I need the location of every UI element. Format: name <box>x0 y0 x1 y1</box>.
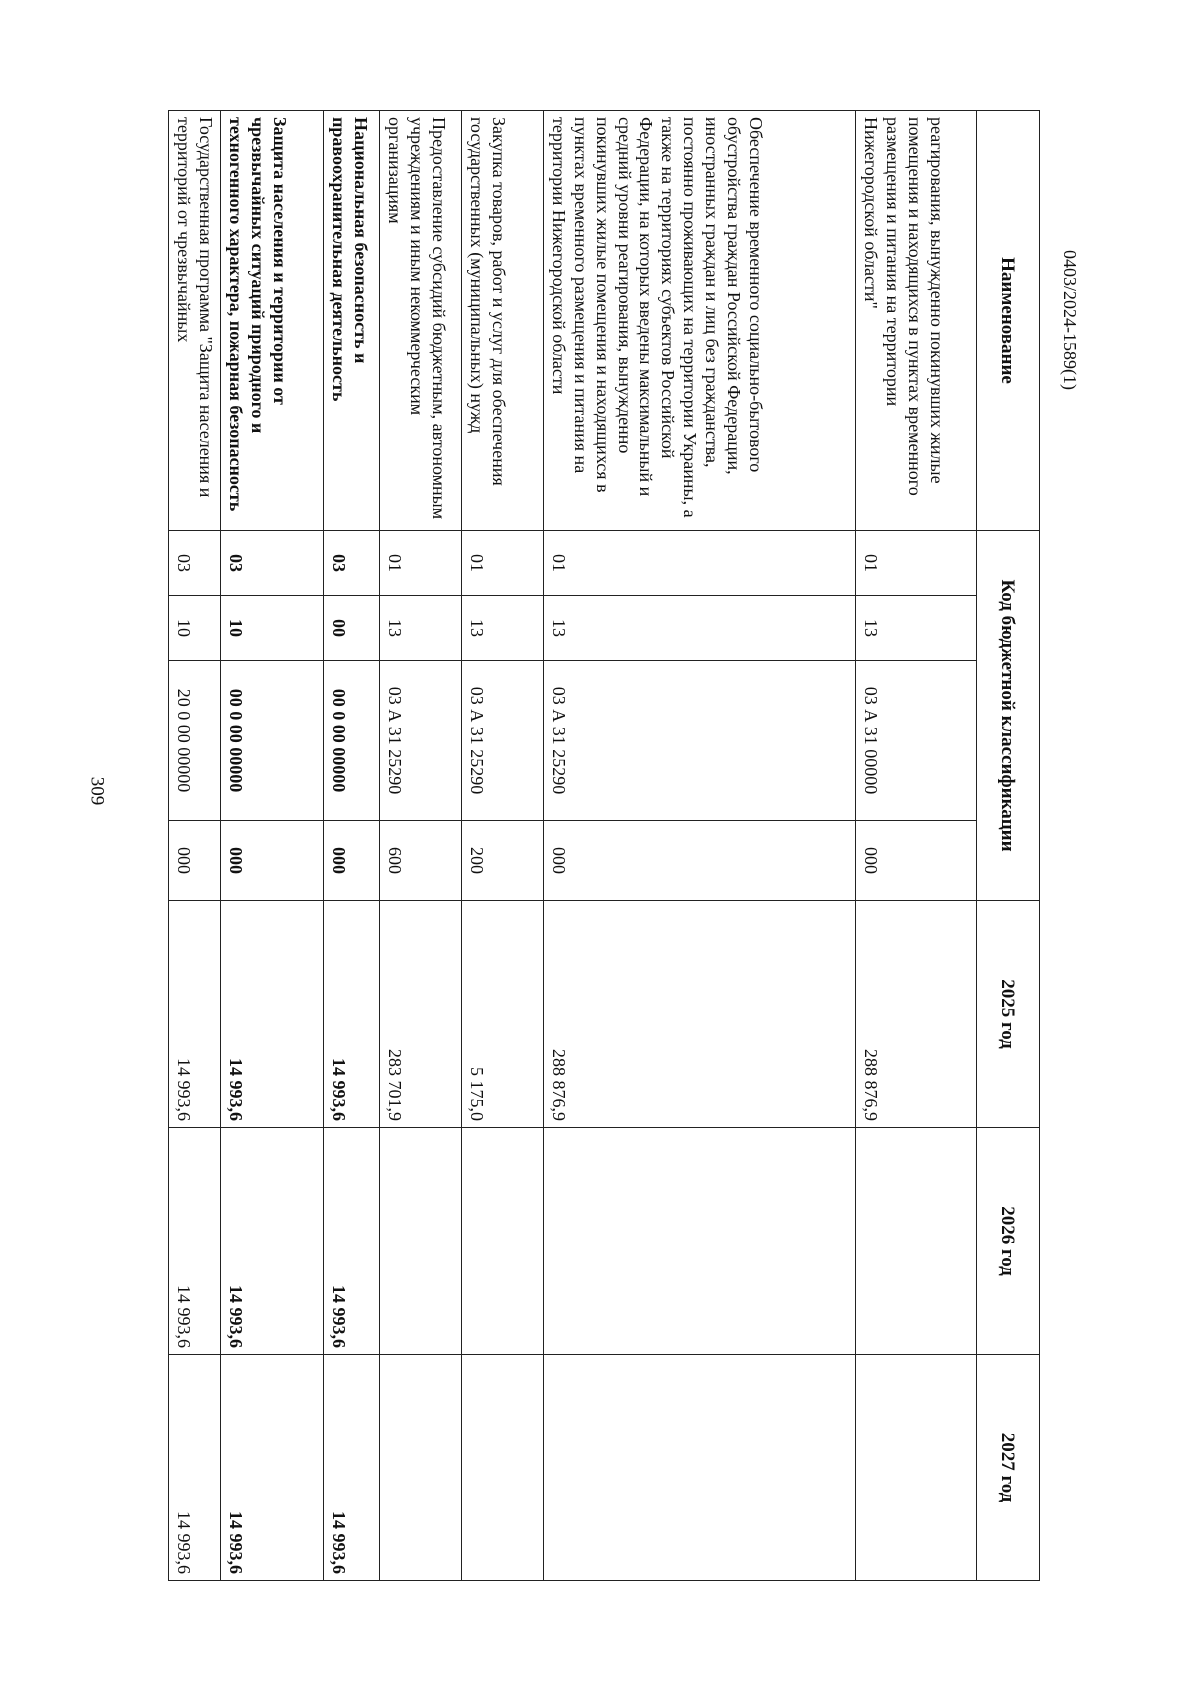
value-2026 <box>543 1128 855 1355</box>
code-expense: 600 <box>380 821 462 901</box>
code-target: 03 А 31 00000 <box>856 661 977 821</box>
value-2026: 14 993,6 <box>324 1128 380 1355</box>
table-row <box>169 111 221 1581</box>
code-expense: 000 <box>324 821 380 901</box>
value-2025: 283 701,9 <box>380 901 462 1128</box>
value-2026 <box>380 1128 462 1355</box>
header-code: Код бюджетной классификации <box>976 531 1039 901</box>
table-row <box>543 111 855 1581</box>
value-2027: 14 993,6 <box>169 1355 221 1581</box>
code-subsection: 13 <box>543 596 855 661</box>
code-expense: 000 <box>221 821 324 901</box>
code-section: 01 <box>543 531 855 596</box>
value-2026: 14 993,6 <box>221 1128 324 1355</box>
value-2027 <box>856 1355 977 1581</box>
table-row <box>462 111 544 1581</box>
code-target: 03 А 31 25290 <box>543 661 855 821</box>
code-expense: 000 <box>169 821 221 901</box>
code-subsection: 13 <box>380 596 462 661</box>
code-target: 03 А 31 25290 <box>462 661 544 821</box>
value-2027 <box>462 1355 544 1581</box>
code-section: 01 <box>462 531 544 596</box>
code-section: 01 <box>856 531 977 596</box>
code-target: 00 0 00 00000 <box>324 661 380 821</box>
table-row <box>856 111 977 1581</box>
rotated-table-container <box>168 110 1040 1580</box>
code-subsection: 10 <box>169 596 221 661</box>
code-expense: 200 <box>462 821 544 901</box>
budget-table <box>168 110 1040 1581</box>
code-subsection: 13 <box>462 596 544 661</box>
code-target: 20 0 00 00000 <box>169 661 221 821</box>
value-2026 <box>462 1128 544 1355</box>
row-name: Государственная программа "Защита населения и территорий от чрезвычайных <box>169 111 221 531</box>
page-number: 309 <box>86 776 108 806</box>
row-name: Обеспечение временного социально-бытового обустройства граждан Российской Федерации, иностранных граждан и лиц без гражданства, постоянно проживающих на территории Украины, а также на территориях субъектов Российской Федерации, на которых введены максимальный и средний уровни реагирования, вынужденно покинувших жилые помещения и находящихся в пунктах временного размещения и питания на территории Нижегородской области <box>543 111 855 531</box>
code-section: 03 <box>221 531 324 596</box>
row-name: Закупка товаров, работ и услуг для обеспечения государственных (муниципальных) нужд <box>462 111 544 531</box>
header-2026: 2026 год <box>976 1128 1039 1355</box>
code-expense: 000 <box>856 821 977 901</box>
table-row <box>324 111 380 1581</box>
value-2025: 14 993,6 <box>221 901 324 1128</box>
value-2025: 288 876,9 <box>856 901 977 1128</box>
value-2027: 14 993,6 <box>324 1355 380 1581</box>
code-subsection: 10 <box>221 596 324 661</box>
header-2025: 2025 год <box>976 901 1039 1128</box>
header-row <box>976 111 1039 1581</box>
code-section: 01 <box>380 531 462 596</box>
code-subsection: 00 <box>324 596 380 661</box>
row-name: реагирования, вынужденно покинувших жилые помещения и находящихся в пунктах временного размещения и питания на территории Нижегородской области" <box>856 111 977 531</box>
document-code: 0403/2024-1589(1) <box>1060 250 1080 390</box>
value-2025: 14 993,6 <box>169 901 221 1128</box>
value-2026: 14 993,6 <box>169 1128 221 1355</box>
code-expense: 000 <box>543 821 855 901</box>
code-section: 03 <box>169 531 221 596</box>
row-name: Защита населения и территории от чрезвычайных ситуаций природного и техногенного характера, пожарная безопасность <box>221 111 324 531</box>
value-2025: 14 993,6 <box>324 901 380 1128</box>
value-2025: 288 876,9 <box>543 901 855 1128</box>
header-2027: 2027 год <box>976 1355 1039 1581</box>
value-2027: 14 993,6 <box>221 1355 324 1581</box>
value-2027 <box>543 1355 855 1581</box>
code-target: 03 А 31 25290 <box>380 661 462 821</box>
value-2027 <box>380 1355 462 1581</box>
value-2026 <box>856 1128 977 1355</box>
row-name: Предоставление субсидий бюджетным, автономным учреждениям и иным некоммерческим организациям <box>380 111 462 531</box>
table-row <box>221 111 324 1581</box>
code-target: 00 0 00 00000 <box>221 661 324 821</box>
header-name: Наименование <box>976 111 1039 531</box>
row-name: Национальная безопасность и правоохранительная деятельность <box>324 111 380 531</box>
table-row <box>380 111 462 1581</box>
value-2025: 5 175,0 <box>462 901 544 1128</box>
code-subsection: 13 <box>856 596 977 661</box>
code-section: 03 <box>324 531 380 596</box>
